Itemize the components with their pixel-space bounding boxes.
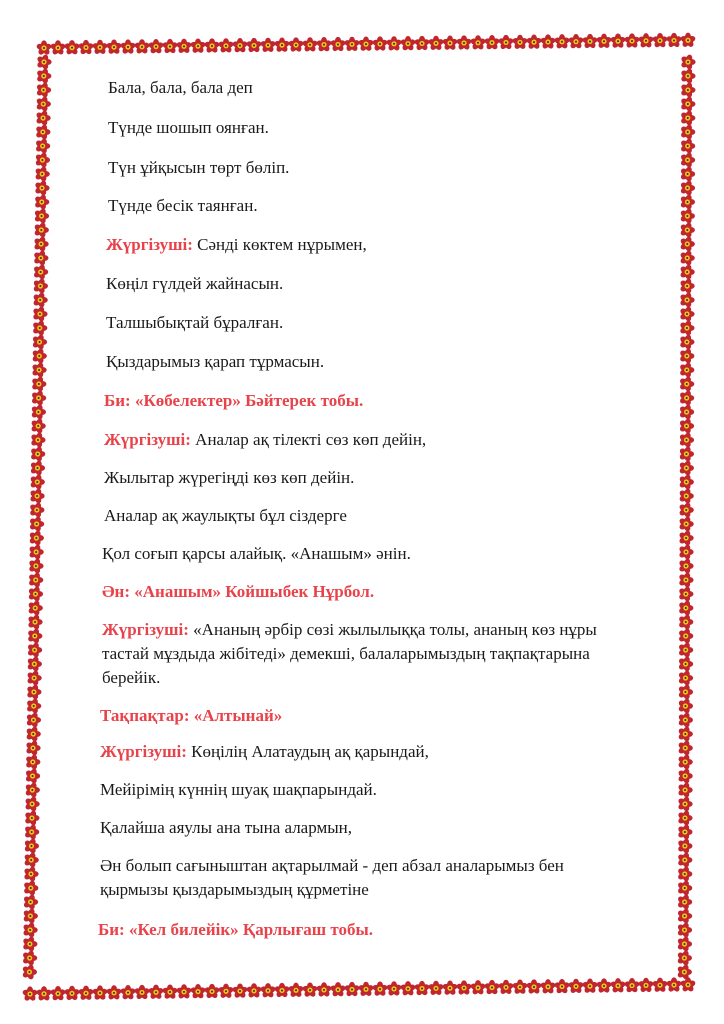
text-line: Жүргізуші: Көңілің Алатаудың ақ қарындай,: [100, 742, 429, 761]
border-flower-icon: [679, 208, 695, 224]
performance-heading: Би: «Көбелектер» Бәйтерек тобы.: [104, 391, 364, 410]
border-flower-icon: [35, 138, 51, 154]
border-flower-icon: [414, 981, 430, 997]
border-flower-icon: [330, 982, 346, 998]
border-flower-icon: [78, 986, 94, 1002]
border-flower-icon: [148, 39, 164, 55]
border-flower-icon: [288, 983, 304, 999]
border-flower-icon: [24, 838, 40, 854]
border-flower-icon: [679, 320, 695, 336]
border-flower-icon: [679, 348, 695, 364]
border-flower-icon: [24, 810, 40, 826]
border-flower-icon: [26, 684, 42, 700]
text-line: Түнде шошып оянған.: [108, 118, 269, 137]
border-flower-icon: [680, 33, 696, 49]
border-flower-icon: [498, 980, 514, 996]
border-flower-icon: [28, 558, 44, 574]
border-flower-icon: [679, 334, 695, 350]
border-flower-icon: [677, 838, 693, 854]
border-flower-icon: [162, 39, 178, 55]
border-flower-icon: [34, 194, 50, 210]
border-flower-icon: [190, 39, 206, 55]
border-flower-icon: [678, 474, 694, 490]
text-line: Мейірімің күннің шуақ шақпарындай.: [100, 780, 377, 799]
border-flower-icon: [24, 796, 40, 812]
border-flower-icon: [232, 983, 248, 999]
border-flower-icon: [677, 880, 693, 896]
border-flower-icon: [344, 982, 360, 998]
border-flower-icon: [22, 986, 38, 1002]
border-flower-icon: [30, 418, 46, 434]
border-flower-icon: [35, 96, 51, 112]
border-flower-icon: [29, 474, 45, 490]
border-flower-icon: [31, 348, 47, 364]
border-flower-icon: [666, 977, 682, 993]
border-flower-icon: [680, 152, 696, 168]
border-flower-icon: [456, 980, 472, 996]
border-flower-icon: [678, 586, 694, 602]
border-flower-icon: [35, 124, 51, 140]
border-flower-icon: [36, 82, 52, 98]
border-flower-icon: [260, 983, 276, 999]
border-flower-icon: [218, 38, 234, 54]
border-flower-icon: [677, 740, 693, 756]
border-flower-icon: [24, 824, 40, 840]
border-flower-icon: [302, 982, 318, 998]
border-flower-icon: [677, 950, 693, 966]
border-flower-icon: [358, 982, 374, 998]
border-flower-icon: [28, 530, 44, 546]
border-flower-icon: [680, 124, 696, 140]
border-flower-icon: [33, 278, 49, 294]
border-flower-icon: [358, 37, 374, 53]
border-flower-icon: [134, 985, 150, 1001]
border-flower-icon: [680, 110, 696, 126]
border-flower-icon: [679, 222, 695, 238]
border-flower-icon: [386, 981, 402, 997]
text-line: Жүргізуші: Сәнді көктем нұрымен,: [106, 235, 367, 254]
border-flower-icon: [679, 250, 695, 266]
border-flower-icon: [22, 908, 38, 924]
border-flower-icon: [678, 698, 694, 714]
border-flower-icon: [22, 950, 38, 966]
text-line: Талшыбықтай бұралған.: [106, 313, 284, 332]
border-flower-icon: [23, 866, 39, 882]
border-flower-icon: [596, 978, 612, 994]
border-flower-icon: [92, 985, 108, 1001]
border-flower-icon: [176, 39, 192, 55]
border-flower-icon: [677, 712, 693, 728]
text-line: Қол соғып қарсы алайық. «Анашым» әнін.: [102, 544, 411, 563]
border-flower-icon: [470, 980, 486, 996]
border-flower-icon: [25, 768, 41, 784]
border-flower-icon: [540, 979, 556, 995]
border-flower-icon: [678, 628, 694, 644]
text-line: Түнде бесік таянған.: [108, 196, 258, 215]
border-flower-icon: [31, 390, 47, 406]
border-flower-icon: [677, 866, 693, 882]
border-flower-icon: [30, 460, 46, 476]
border-flower-icon: [232, 38, 248, 54]
border-flower-icon: [414, 36, 430, 52]
border-flower-icon: [680, 96, 696, 112]
border-flower-icon: [92, 40, 108, 56]
border-flower-icon: [677, 894, 693, 910]
border-flower-icon: [652, 33, 668, 49]
border-flower-icon: [27, 628, 43, 644]
border-flower-icon: [246, 38, 262, 54]
border-flower-icon: [302, 37, 318, 53]
border-flower-icon: [678, 600, 694, 616]
speaker-label: Жүргізуші:: [100, 742, 187, 761]
text-line: Бала, бала, бала деп: [108, 78, 253, 97]
border-flower-icon: [679, 390, 695, 406]
border-flower-icon: [260, 38, 276, 54]
border-flower-icon: [484, 35, 500, 51]
border-flower-icon: [246, 983, 262, 999]
border-flower-icon: [28, 586, 44, 602]
text-paragraph: Жүргізуші: «Ананың әрбір сөзі жылылыққа толы, ананың көз нұры тастай мұздыда жібітеді» демекші, балаларымыздың тақпақтарына берейік.: [102, 620, 597, 687]
border-flower-icon: [456, 35, 472, 51]
border-flower-icon: [36, 68, 52, 84]
border-flower-icon: [23, 894, 39, 910]
border-flower-icon: [35, 110, 51, 126]
border-flower-icon: [25, 740, 41, 756]
border-flower-icon: [33, 222, 49, 238]
border-flower-icon: [679, 418, 695, 434]
text-line: Қыздарымыз қарап тұрмасын.: [106, 352, 325, 371]
border-flower-icon: [680, 68, 696, 84]
border-flower-icon: [148, 985, 164, 1001]
border-flower-icon: [680, 166, 696, 182]
border-flower-icon: [484, 980, 500, 996]
border-flower-icon: [120, 985, 136, 1001]
border-flower-icon: [680, 194, 696, 210]
speaker-label: Жүргізуші:: [104, 430, 191, 449]
border-flower-icon: [677, 824, 693, 840]
border-flower-icon: [680, 977, 696, 993]
border-flower-icon: [498, 35, 514, 51]
border-flower-icon: [678, 656, 694, 672]
border-flower-icon: [679, 236, 695, 252]
border-flower-icon: [678, 670, 694, 686]
performance-heading: Тақпақтар: «Алтынай»: [100, 706, 283, 725]
border-flower-icon: [36, 40, 52, 56]
border-flower-icon: [526, 979, 542, 995]
border-flower-icon: [678, 684, 694, 700]
border-flower-icon: [679, 362, 695, 378]
border-flower-icon: [610, 34, 626, 50]
border-flower-icon: [677, 768, 693, 784]
border-flower-icon: [677, 754, 693, 770]
border-flower-icon: [678, 544, 694, 560]
border-flower-icon: [22, 922, 38, 938]
border-flower-icon: [680, 138, 696, 154]
border-flower-icon: [677, 782, 693, 798]
border-flower-icon: [274, 38, 290, 54]
border-flower-icon: [25, 754, 41, 770]
border-flower-icon: [666, 33, 682, 49]
performance-heading: Ән: «Анашым» Койшыбек Нұрбол.: [102, 582, 375, 601]
border-flower-icon: [679, 306, 695, 322]
border-flower-icon: [676, 964, 692, 980]
border-flower-icon: [30, 432, 46, 448]
border-flower-icon: [680, 180, 696, 196]
border-flower-icon: [677, 936, 693, 952]
border-flower-icon: [36, 54, 52, 70]
border-flower-icon: [204, 38, 220, 54]
border-flower-icon: [428, 981, 444, 997]
border-flower-icon: [204, 984, 220, 1000]
border-flower-icon: [526, 35, 542, 51]
border-flower-icon: [26, 698, 42, 714]
border-flower-icon: [274, 983, 290, 999]
border-flower-icon: [288, 37, 304, 53]
border-flower-icon: [32, 292, 48, 308]
border-flower-icon: [678, 530, 694, 546]
border-flower-icon: [26, 712, 42, 728]
text-line: Жылытар жүрегіңді көз көп дейін.: [104, 468, 355, 487]
border-flower-icon: [678, 502, 694, 518]
border-flower-icon: [34, 208, 50, 224]
border-flower-icon: [31, 362, 47, 378]
border-flower-icon: [677, 796, 693, 812]
border-flower-icon: [680, 82, 696, 98]
border-flower-icon: [27, 614, 43, 630]
border-flower-icon: [652, 978, 668, 994]
border-flower-icon: [64, 40, 80, 56]
border-flower-icon: [679, 446, 695, 462]
border-flower-icon: [677, 852, 693, 868]
border-flower-icon: [610, 978, 626, 994]
border-flower-icon: [316, 982, 332, 998]
border-flower-icon: [680, 54, 696, 70]
text-line: Көңіл гүлдей жайнасын.: [106, 274, 284, 293]
border-flower-icon: [28, 544, 44, 560]
performance-heading: Би: «Кел билейік» Қарлығаш тобы.: [98, 920, 374, 939]
border-flower-icon: [624, 33, 640, 49]
border-flower-icon: [30, 446, 46, 462]
border-flower-icon: [34, 180, 50, 196]
border-flower-icon: [31, 376, 47, 392]
border-flower-icon: [25, 726, 41, 742]
border-flower-icon: [27, 642, 43, 658]
text-line: Жүргізуші: Аналар ақ тілекті сөз көп дейін,: [104, 430, 427, 449]
border-flower-icon: [568, 34, 584, 50]
border-flower-icon: [24, 782, 40, 798]
border-flower-icon: [678, 558, 694, 574]
border-flower-icon: [64, 986, 80, 1002]
border-flower-icon: [30, 404, 46, 420]
speaker-label: Жүргізуші:: [106, 235, 193, 254]
border-flower-icon: [22, 964, 38, 980]
border-flower-icon: [596, 34, 612, 50]
border-flower-icon: [316, 37, 332, 53]
border-flower-icon: [678, 516, 694, 532]
border-flower-icon: [679, 432, 695, 448]
border-flower-icon: [27, 600, 43, 616]
border-flower-icon: [442, 981, 458, 997]
border-flower-icon: [50, 40, 66, 56]
border-flower-icon: [372, 982, 388, 998]
border-flower-icon: [190, 984, 206, 1000]
border-flower-icon: [677, 908, 693, 924]
border-flower-icon: [372, 36, 388, 52]
border-flower-icon: [540, 34, 556, 50]
border-flower-icon: [679, 264, 695, 280]
border-flower-icon: [106, 985, 122, 1001]
border-flower-icon: [638, 33, 654, 49]
speaker-label: Жүргізуші:: [102, 620, 189, 639]
border-flower-icon: [32, 306, 48, 322]
border-flower-icon: [428, 36, 444, 52]
text-paragraph: Ән болып сағыныштан ақтарылмай - деп абзал аналарымыз бен қырмызы қыздарымыздың құрметіне: [100, 856, 564, 899]
border-flower-icon: [678, 572, 694, 588]
border-flower-icon: [29, 502, 45, 518]
border-flower-icon: [678, 488, 694, 504]
border-flower-icon: [677, 922, 693, 938]
border-flower-icon: [23, 852, 39, 868]
border-flower-icon: [28, 572, 44, 588]
text-line: Қалайша аяулы ана тына алармын,: [100, 818, 352, 837]
text-line: Аналар ақ жаулықты бұл сіздерге: [104, 506, 347, 525]
border-flower-icon: [512, 980, 528, 996]
border-flower-icon: [33, 236, 49, 252]
border-flower-icon: [554, 34, 570, 50]
border-flower-icon: [512, 35, 528, 51]
border-flower-icon: [29, 516, 45, 532]
border-flower-icon: [638, 978, 654, 994]
border-flower-icon: [678, 614, 694, 630]
border-flower-icon: [23, 880, 39, 896]
border-flower-icon: [330, 37, 346, 53]
border-flower-icon: [470, 35, 486, 51]
border-flower-icon: [33, 264, 49, 280]
border-flower-icon: [32, 334, 48, 350]
border-flower-icon: [78, 40, 94, 56]
border-flower-icon: [26, 670, 42, 686]
border-flower-icon: [582, 979, 598, 995]
border-flower-icon: [134, 39, 150, 55]
border-flower-icon: [582, 34, 598, 50]
border-flower-icon: [568, 979, 584, 995]
border-flower-icon: [176, 984, 192, 1000]
border-flower-icon: [50, 986, 66, 1002]
border-flower-icon: [34, 166, 50, 182]
text-line: Түн ұйқысын төрт бөліп.: [108, 158, 290, 177]
border-flower-icon: [679, 404, 695, 420]
border-flower-icon: [677, 726, 693, 742]
border-flower-icon: [679, 278, 695, 294]
border-flower-icon: [22, 936, 38, 952]
border-flower-icon: [678, 460, 694, 476]
border-flower-icon: [554, 979, 570, 995]
border-flower-icon: [400, 981, 416, 997]
border-flower-icon: [33, 250, 49, 266]
border-flower-icon: [35, 152, 51, 168]
border-flower-icon: [400, 36, 416, 52]
border-flower-icon: [677, 810, 693, 826]
border-flower-icon: [344, 37, 360, 53]
border-flower-icon: [678, 642, 694, 658]
border-flower-icon: [29, 488, 45, 504]
border-flower-icon: [32, 320, 48, 336]
border-flower-icon: [218, 984, 234, 1000]
border-flower-icon: [162, 984, 178, 1000]
border-flower-icon: [120, 39, 136, 55]
border-flower-icon: [679, 292, 695, 308]
border-flower-icon: [106, 40, 122, 56]
border-flower-icon: [442, 36, 458, 52]
border-flower-icon: [624, 978, 640, 994]
border-flower-icon: [679, 376, 695, 392]
border-flower-icon: [36, 986, 52, 1002]
border-flower-icon: [26, 656, 42, 672]
border-flower-icon: [386, 36, 402, 52]
